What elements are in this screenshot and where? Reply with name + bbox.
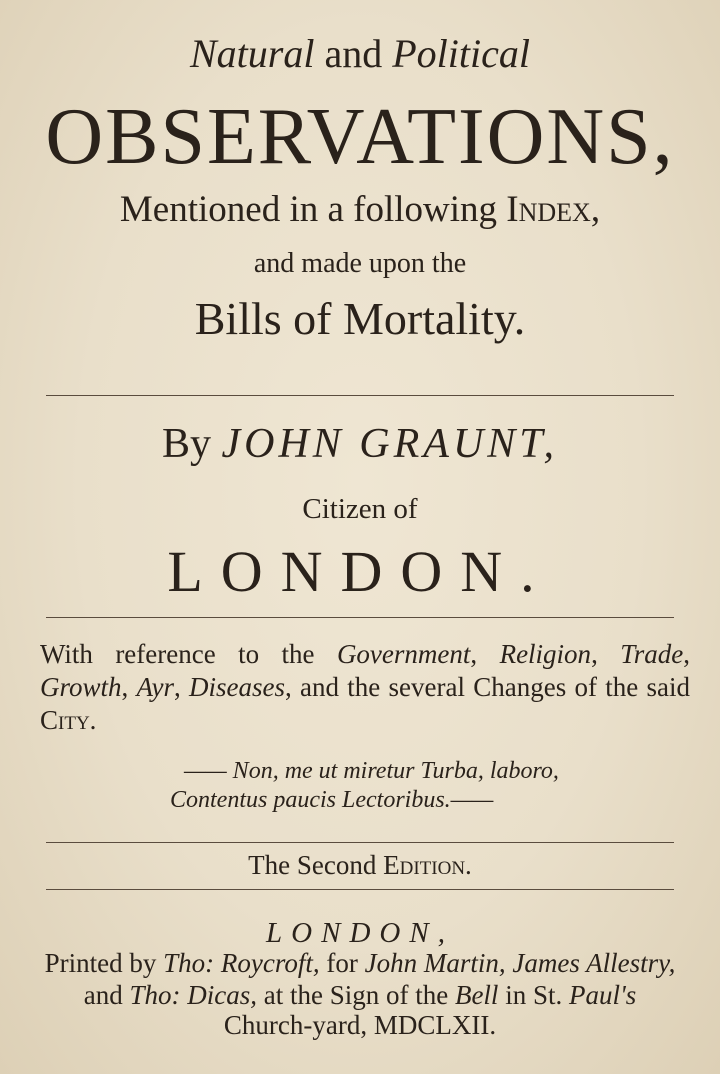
author-city: LONDON. [167, 539, 553, 604]
edition-text: The Second [248, 850, 384, 880]
description-sep: , [591, 639, 621, 669]
title-line-4: and made upon the [253, 248, 467, 279]
edition-word: Edition. [383, 850, 472, 880]
description-sep: , [121, 672, 137, 702]
author-citizen: Citizen of [302, 493, 418, 525]
imprint-text: at the Sign of the [256, 980, 455, 1010]
edition-line [0, 850, 720, 881]
description-growth: Growth [40, 672, 122, 702]
imprint-place: LONDON, [266, 917, 454, 949]
imprint-text: and [83, 980, 130, 1010]
description-sep: , [683, 639, 691, 669]
description-trade: Trade [620, 639, 684, 669]
quote-line-1: —— Non, me ut miretur Turba, laboro, [184, 758, 559, 784]
divider-rule [46, 395, 674, 396]
imprint-printer: Tho: Roycroft, [163, 948, 320, 978]
title-word-and: and [314, 31, 393, 76]
description-text: , and the several Changes of the said [285, 672, 691, 702]
title-word-natural: Natural [189, 31, 315, 76]
imprint-dicas: Tho: Dicas, [129, 980, 257, 1010]
description-diseases: Diseases [189, 672, 286, 702]
author-line [0, 420, 720, 468]
title-line-3 [0, 188, 720, 231]
description-government: Government [336, 639, 471, 669]
description-sep: , [174, 672, 190, 702]
divider-rule [46, 842, 674, 843]
title-line-1 [0, 30, 720, 77]
title-observations: OBSERVATIONS, [45, 93, 675, 181]
imprint-allestry: James Allestry, [505, 948, 676, 978]
author-by: By [161, 421, 222, 467]
description-text: With reference to the [40, 639, 337, 669]
imprint-bell: Bell [454, 980, 499, 1010]
title-mentioned: Mentioned in a following [119, 189, 507, 230]
imprint-martin: John Martin, [364, 948, 506, 978]
imprint-churchyard: Church-yard, MDCLXII. [223, 1010, 497, 1040]
description-sep: , [470, 639, 500, 669]
divider-rule [46, 617, 674, 618]
title-word-political: Political [392, 31, 530, 76]
quote-line-2: Contentus paucis Lectoribus.—— [170, 787, 494, 813]
description-paragraph [40, 638, 690, 737]
title-bills-of-mortality: Bills of Mortality. [194, 293, 526, 344]
imprint-pauls: Paul's [568, 980, 637, 1010]
author-name: JOHN GRAUNT, [221, 421, 559, 467]
description-city: City. [40, 705, 97, 735]
title-index: Index, [506, 189, 601, 230]
description-ayr: Ayr [136, 672, 175, 702]
description-religion: Religion [499, 639, 592, 669]
imprint-text: in St. [498, 980, 569, 1010]
imprint-line-2 [0, 980, 720, 1011]
imprint-line-1 [0, 948, 720, 979]
divider-rule [46, 889, 674, 890]
imprint-text: for [319, 948, 365, 978]
imprint-text: Printed by [44, 948, 164, 978]
